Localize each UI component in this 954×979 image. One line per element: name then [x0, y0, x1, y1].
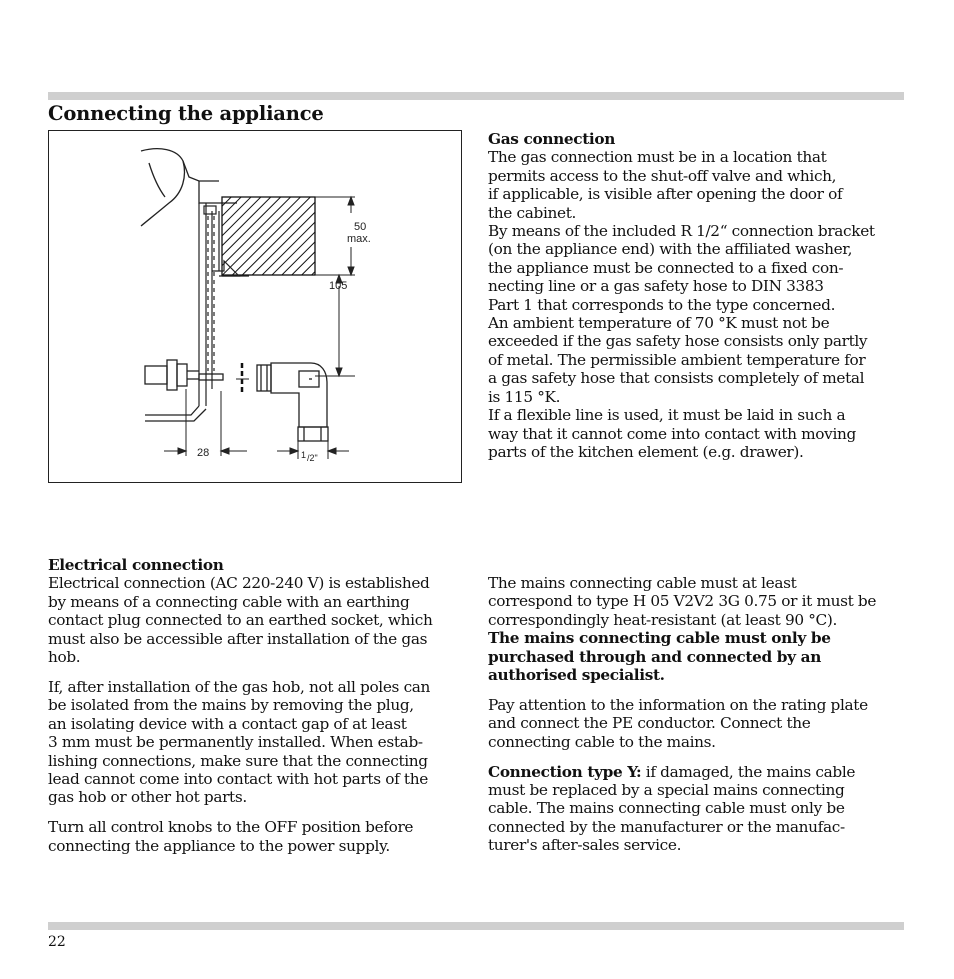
gas-line: Part 1 that corresponds to the type concerned.	[488, 295, 836, 314]
gas-line: An ambient temperature of 70 °K must not be	[488, 314, 830, 333]
mains-bold-line: The mains connecting cable must only be	[488, 629, 831, 648]
gas-line: exceeded if the gas safety hose consists only partly	[488, 332, 868, 351]
electrical-line: an isolating device with a contact gap of at least	[48, 714, 407, 733]
gas-line: of metal. The permissible ambient temperature for	[488, 350, 866, 369]
mains-bold-line: purchased through and connected by an	[488, 647, 821, 666]
dim-label-28: 28	[197, 447, 210, 459]
gas-line: By means of the included R 1/2“ connection bracket	[488, 222, 875, 241]
electrical-line: lead cannot come into contact with hot parts of the	[48, 769, 428, 788]
electrical-line: If, after installation of the gas hob, not all poles can	[48, 677, 431, 696]
gas-line: the cabinet.	[488, 203, 576, 222]
diagram-drawing	[49, 131, 463, 484]
electrical-line: connecting the appliance to the power supply.	[48, 836, 390, 855]
mains-bold-line: authorised specialist.	[488, 666, 665, 685]
connection-type-y-label: Connection type Y:	[488, 762, 642, 781]
electrical-line: gas hob or other hot parts.	[48, 788, 247, 807]
gas-line: (on the appliance end) with the affiliated washer,	[488, 240, 853, 259]
mains-line: correspondingly heat-resistant (at least 90 °C).	[488, 610, 838, 629]
mains-line: correspond to type H 05 V2V2 3G 0.75 or it must be	[488, 592, 877, 611]
electrical-line: Turn all control knobs to the OFF position before	[48, 818, 414, 837]
gas-connection-title: Gas connection	[488, 130, 616, 148]
dim-label-half-den: /2"	[307, 453, 318, 463]
dim-label-105: 105	[329, 280, 348, 292]
gas-line: If a flexible line is used, it must be laid in such a	[488, 406, 846, 425]
electrical-line: contact plug connected to an earthed socket, which	[48, 611, 433, 630]
mains-line: must be replaced by a special mains connecting	[488, 781, 845, 800]
electrical-line: be isolated from the mains by removing the plug,	[48, 696, 414, 715]
mains-line: connected by the manufacturer or the manufac-	[488, 817, 845, 836]
mains-line: The mains connecting cable must at least	[488, 574, 797, 592]
dim-label-half-num: 1	[301, 450, 307, 460]
mains-line: Pay attention to the information on the rating plate	[488, 695, 868, 714]
electrical-line: must also be accessible after installation of the gas	[48, 629, 428, 648]
elbow-fitting	[257, 363, 328, 441]
gas-line: a gas safety hose that consists completely of metal	[488, 369, 865, 388]
electrical-connection-section	[48, 556, 468, 855]
gas-connection-section	[488, 130, 908, 461]
electrical-line: Electrical connection (AC 220-240 V) is established	[48, 574, 430, 593]
electrical-line: by means of a connecting cable with an earthing	[48, 592, 410, 611]
worktop-hatched	[222, 197, 315, 275]
mains-line: and connect the PE conductor. Connect the	[488, 714, 811, 733]
mains-line: turer's after-sales service.	[488, 836, 682, 855]
gas-connection-diagram	[48, 130, 462, 483]
bottom-rule	[48, 922, 904, 930]
connection-type-y-line: Connection type Y: if damaged, the mains cable	[488, 762, 856, 781]
dim-label-50: 50	[354, 221, 367, 233]
gas-hose	[145, 406, 206, 421]
gas-line: is 115 °K.	[488, 387, 561, 406]
mains-line: cable. The mains connecting cable must only be	[488, 799, 845, 818]
gas-line: the appliance must be connected to a fixed con-	[488, 258, 844, 277]
gas-line: permits access to the shut-off valve and which,	[488, 166, 837, 185]
page-number: 22	[48, 934, 66, 950]
top-rule	[48, 92, 904, 100]
electrical-connection-title: Electrical connection	[48, 556, 224, 574]
electrical-line: lishing connections, make sure that the connecting	[48, 751, 428, 770]
electrical-line: hob.	[48, 648, 81, 667]
dim-label-max: max.	[347, 233, 371, 245]
gas-line: necting line or a gas safety hose to DIN 3383	[488, 277, 824, 296]
gas-line: parts of the kitchen element (e.g. drawer).	[488, 442, 804, 461]
gas-line: The gas connection must be in a location that	[488, 148, 827, 167]
shutoff-valve	[145, 360, 223, 390]
gas-line: if applicable, is visible after opening the door of	[488, 185, 843, 204]
page-title: Connecting the appliance	[48, 102, 324, 125]
electrical-line: 3 mm must be permanently installed. When estab-	[48, 733, 423, 752]
gas-line: way that it cannot come into contact with moving	[488, 424, 856, 443]
mains-line: connecting cable to the mains.	[488, 732, 716, 751]
mains-cable-section	[488, 574, 908, 855]
